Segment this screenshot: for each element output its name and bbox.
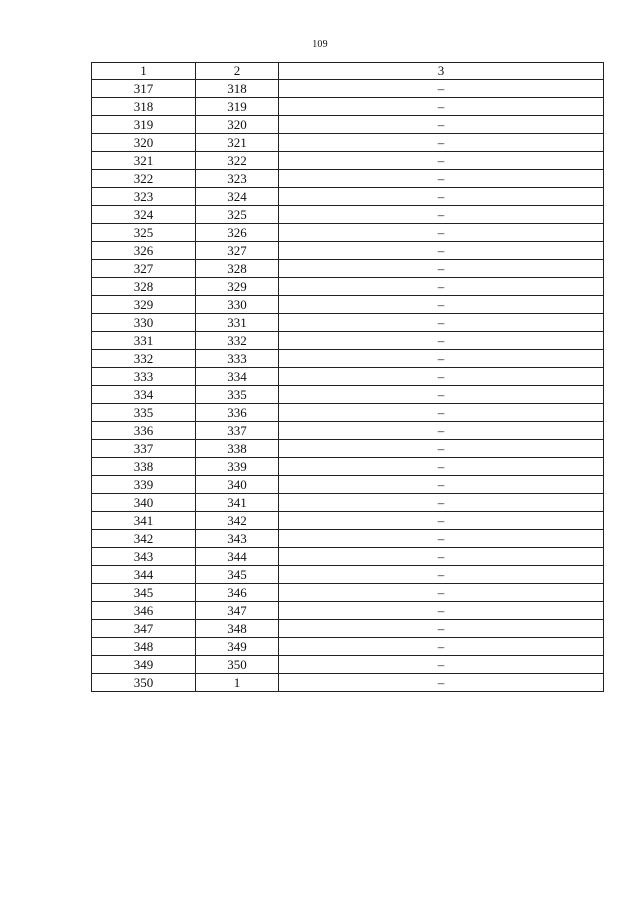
table-cell-col-1: 321 (92, 152, 196, 170)
table-cell-col-3: – (279, 566, 604, 584)
table-cell-col-3: – (279, 152, 604, 170)
table-cell-col-1: 335 (92, 404, 196, 422)
table-cell-col-2: 331 (196, 314, 279, 332)
table-row (92, 386, 604, 404)
column-header-3: 3 (279, 63, 604, 80)
table-row (92, 98, 604, 116)
table-cell-col-3: – (279, 476, 604, 494)
table-row (92, 116, 604, 134)
table-cell-col-3: – (279, 584, 604, 602)
table-cell-col-1: 345 (92, 584, 196, 602)
table-cell-col-2: 327 (196, 242, 279, 260)
table-row (92, 638, 604, 656)
column-header-2: 2 (196, 63, 279, 80)
table-cell-col-1: 343 (92, 548, 196, 566)
table-cell-col-1: 342 (92, 530, 196, 548)
table-cell-col-2: 343 (196, 530, 279, 548)
table-cell-col-3: – (279, 314, 604, 332)
page-number: 109 (312, 39, 328, 50)
table-cell-col-1: 334 (92, 386, 196, 404)
table-cell-col-3: – (279, 296, 604, 314)
table-cell-col-2: 334 (196, 368, 279, 386)
column-header-1: 1 (92, 63, 196, 80)
table-cell-col-1: 348 (92, 638, 196, 656)
table-cell-col-1: 323 (92, 188, 196, 206)
table-row (92, 548, 604, 566)
table-cell-col-2: 318 (196, 80, 279, 98)
table-cell-col-3: – (279, 656, 604, 674)
table-body (92, 80, 604, 692)
table-row (92, 620, 604, 638)
table-cell-col-1: 327 (92, 260, 196, 278)
table-row (92, 494, 604, 512)
table-cell-col-1: 329 (92, 296, 196, 314)
table-cell-col-2: 322 (196, 152, 279, 170)
table-cell-col-2: 335 (196, 386, 279, 404)
table-header-row (92, 63, 604, 80)
table-row (92, 530, 604, 548)
table-cell-col-1: 344 (92, 566, 196, 584)
table-cell-col-3: – (279, 548, 604, 566)
table-cell-col-3: – (279, 422, 604, 440)
table-row (92, 278, 604, 296)
table-cell-col-2: 329 (196, 278, 279, 296)
table-cell-col-2: 349 (196, 638, 279, 656)
table-row (92, 296, 604, 314)
table-row (92, 368, 604, 386)
table-cell-col-2: 345 (196, 566, 279, 584)
table-header (92, 63, 604, 80)
table-cell-col-3: – (279, 170, 604, 188)
table-cell-col-2: 323 (196, 170, 279, 188)
table-cell-col-3: – (279, 386, 604, 404)
table-cell-col-1: 326 (92, 242, 196, 260)
table-cell-col-3: – (279, 242, 604, 260)
table-cell-col-2: 319 (196, 98, 279, 116)
table-row (92, 656, 604, 674)
table-row (92, 422, 604, 440)
table-row (92, 566, 604, 584)
table-cell-col-2: 336 (196, 404, 279, 422)
table-row (92, 314, 604, 332)
table-row (92, 458, 604, 476)
table-cell-col-2: 337 (196, 422, 279, 440)
table-row (92, 260, 604, 278)
table-row (92, 476, 604, 494)
table-cell-col-2: 341 (196, 494, 279, 512)
table-cell-col-3: – (279, 458, 604, 476)
table-cell-col-1: 325 (92, 224, 196, 242)
table-cell-col-1: 340 (92, 494, 196, 512)
table-cell-col-1: 322 (92, 170, 196, 188)
table-cell-col-2: 346 (196, 584, 279, 602)
table-cell-col-1: 331 (92, 332, 196, 350)
table-row (92, 674, 604, 692)
table-cell-col-3: – (279, 278, 604, 296)
table-row (92, 350, 604, 368)
table-cell-col-3: – (279, 134, 604, 152)
table-row (92, 332, 604, 350)
table-cell-col-3: – (279, 494, 604, 512)
table-cell-col-1: 320 (92, 134, 196, 152)
table-cell-col-3: – (279, 350, 604, 368)
table-cell-col-3: – (279, 116, 604, 134)
table-cell-col-1: 341 (92, 512, 196, 530)
table-cell-col-1: 328 (92, 278, 196, 296)
table-cell-col-1: 339 (92, 476, 196, 494)
table-cell-col-3: – (279, 440, 604, 458)
table-cell-col-2: 350 (196, 656, 279, 674)
table-row (92, 134, 604, 152)
table-cell-col-3: – (279, 620, 604, 638)
table-row (92, 440, 604, 458)
table-row (92, 188, 604, 206)
table-row (92, 224, 604, 242)
table-cell-col-1: 319 (92, 116, 196, 134)
table-cell-col-1: 347 (92, 620, 196, 638)
table-row (92, 584, 604, 602)
table-cell-col-1: 346 (92, 602, 196, 620)
table-row (92, 404, 604, 422)
table-cell-col-2: 320 (196, 116, 279, 134)
table-cell-col-2: 1 (196, 674, 279, 692)
table-cell-col-2: 347 (196, 602, 279, 620)
table-row (92, 170, 604, 188)
table-cell-col-1: 330 (92, 314, 196, 332)
table-row (92, 152, 604, 170)
table-cell-col-2: 324 (196, 188, 279, 206)
table-cell-col-2: 326 (196, 224, 279, 242)
table-row (92, 80, 604, 98)
table-cell-col-2: 321 (196, 134, 279, 152)
table-row (92, 512, 604, 530)
table-cell-col-3: – (279, 188, 604, 206)
table-cell-col-1: 324 (92, 206, 196, 224)
table-cell-col-3: – (279, 98, 604, 116)
table-cell-col-2: 330 (196, 296, 279, 314)
table-cell-col-1: 337 (92, 440, 196, 458)
table-cell-col-1: 350 (92, 674, 196, 692)
table-cell-col-3: – (279, 368, 604, 386)
table-cell-col-3: – (279, 602, 604, 620)
table-cell-col-1: 317 (92, 80, 196, 98)
table-row (92, 602, 604, 620)
table-cell-col-3: – (279, 530, 604, 548)
table-row (92, 242, 604, 260)
table-cell-col-1: 333 (92, 368, 196, 386)
table-cell-col-1: 318 (92, 98, 196, 116)
table-cell-col-2: 342 (196, 512, 279, 530)
table-cell-col-2: 338 (196, 440, 279, 458)
table-cell-col-3: – (279, 404, 604, 422)
table-cell-col-1: 332 (92, 350, 196, 368)
table-cell-col-3: – (279, 638, 604, 656)
table-cell-col-2: 344 (196, 548, 279, 566)
table-cell-col-2: 348 (196, 620, 279, 638)
table-cell-col-1: 336 (92, 422, 196, 440)
table-cell-col-3: – (279, 260, 604, 278)
table-cell-col-3: – (279, 512, 604, 530)
table-row (92, 206, 604, 224)
table-cell-col-2: 339 (196, 458, 279, 476)
table-cell-col-1: 349 (92, 656, 196, 674)
table-cell-col-2: 328 (196, 260, 279, 278)
table-cell-col-2: 333 (196, 350, 279, 368)
table-cell-col-3: – (279, 674, 604, 692)
table-cell-col-3: – (279, 332, 604, 350)
table-cell-col-2: 325 (196, 206, 279, 224)
table-cell-col-3: – (279, 224, 604, 242)
table-cell-col-2: 332 (196, 332, 279, 350)
table-cell-col-3: – (279, 80, 604, 98)
data-table (91, 62, 604, 692)
table-cell-col-3: – (279, 206, 604, 224)
table-cell-col-1: 338 (92, 458, 196, 476)
table-cell-col-2: 340 (196, 476, 279, 494)
